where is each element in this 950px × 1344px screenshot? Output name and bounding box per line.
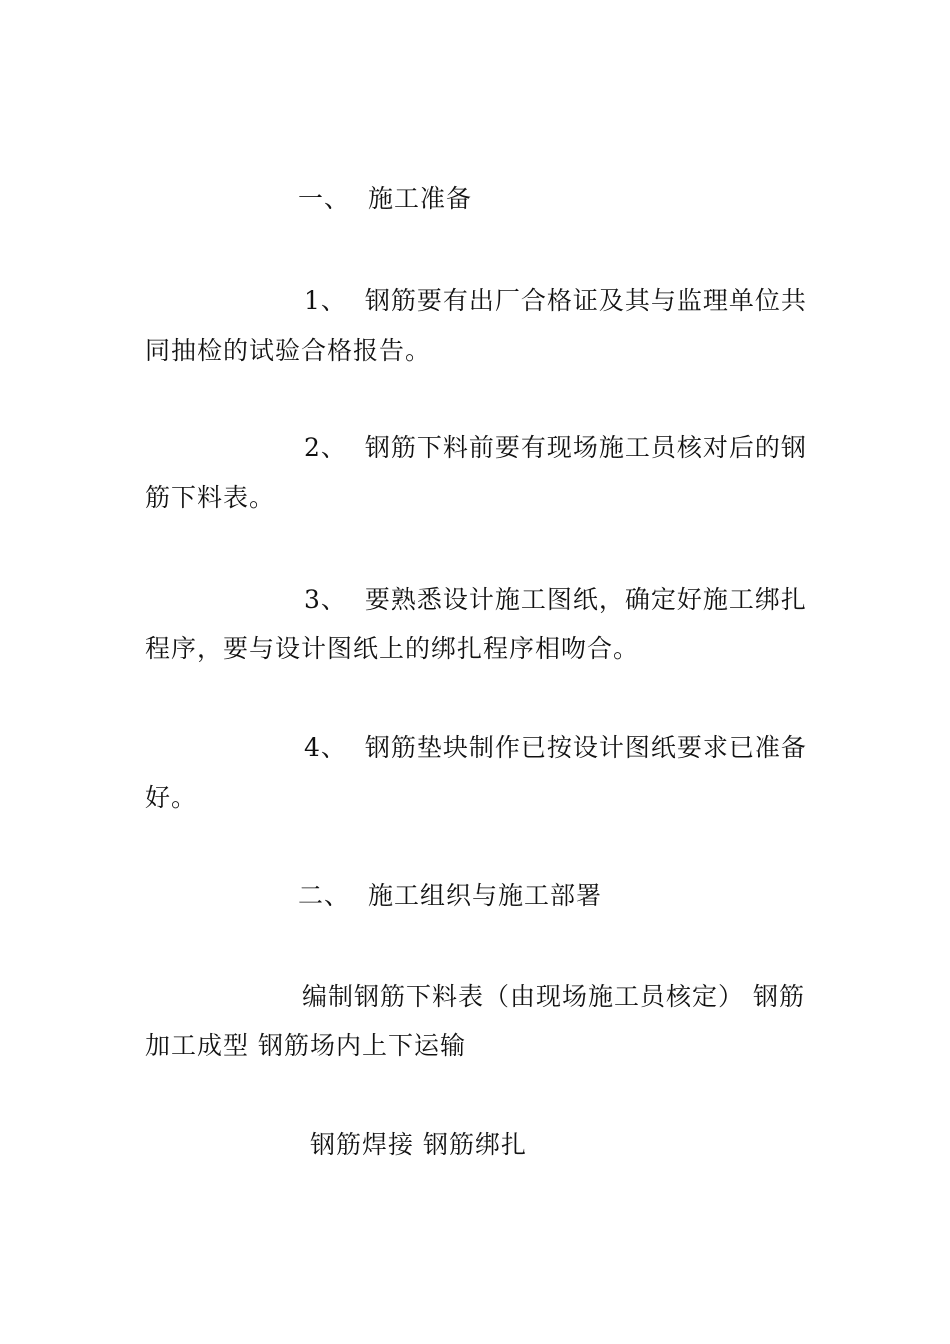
- item-number: 1、: [304, 286, 347, 315]
- item-number: 3、: [304, 585, 347, 614]
- list-item-3-line-2: 程序，要与设计图纸上的绑扎程序相吻合。: [145, 634, 640, 663]
- flow-line-3: 钢筋焊接 钢筋绑扎: [310, 1130, 527, 1159]
- flow-line-1: 编制钢筋下料表（由现场施工员核定） 钢筋: [302, 982, 805, 1011]
- section-heading-1: [298, 184, 472, 214]
- flow-line-2: 加工成型 钢筋场内上下运输: [145, 1031, 466, 1060]
- list-item-4-line-2: 好。: [145, 783, 198, 812]
- item-text: 钢筋要有出厂合格证及其与监理单位共: [364, 286, 807, 315]
- item-text: 钢筋下料前要有现场施工员核对后的钢: [364, 433, 807, 462]
- item-number: 2、: [304, 433, 347, 462]
- item-text: 要熟悉设计施工图纸，确定好施工绑扎: [364, 585, 807, 614]
- item-text: 钢筋垫块制作已按设计图纸要求已准备: [364, 733, 807, 762]
- item-number: 4、: [304, 733, 347, 762]
- section-title: 施工组织与施工部署: [368, 881, 603, 910]
- list-item-1-line-2: 同抽检的试验合格报告。: [145, 336, 432, 365]
- section-number: 一、: [298, 184, 351, 213]
- section-number: 二、: [298, 881, 351, 910]
- list-item-2-line-2: 筋下料表。: [145, 483, 276, 512]
- section-heading-2: [298, 881, 602, 911]
- list-item-3-line-1: [304, 585, 807, 615]
- list-item-2-line-1: [304, 433, 807, 463]
- section-title: 施工准备: [368, 184, 473, 213]
- list-item-1-line-1: [304, 286, 807, 316]
- list-item-4-line-1: [304, 733, 807, 763]
